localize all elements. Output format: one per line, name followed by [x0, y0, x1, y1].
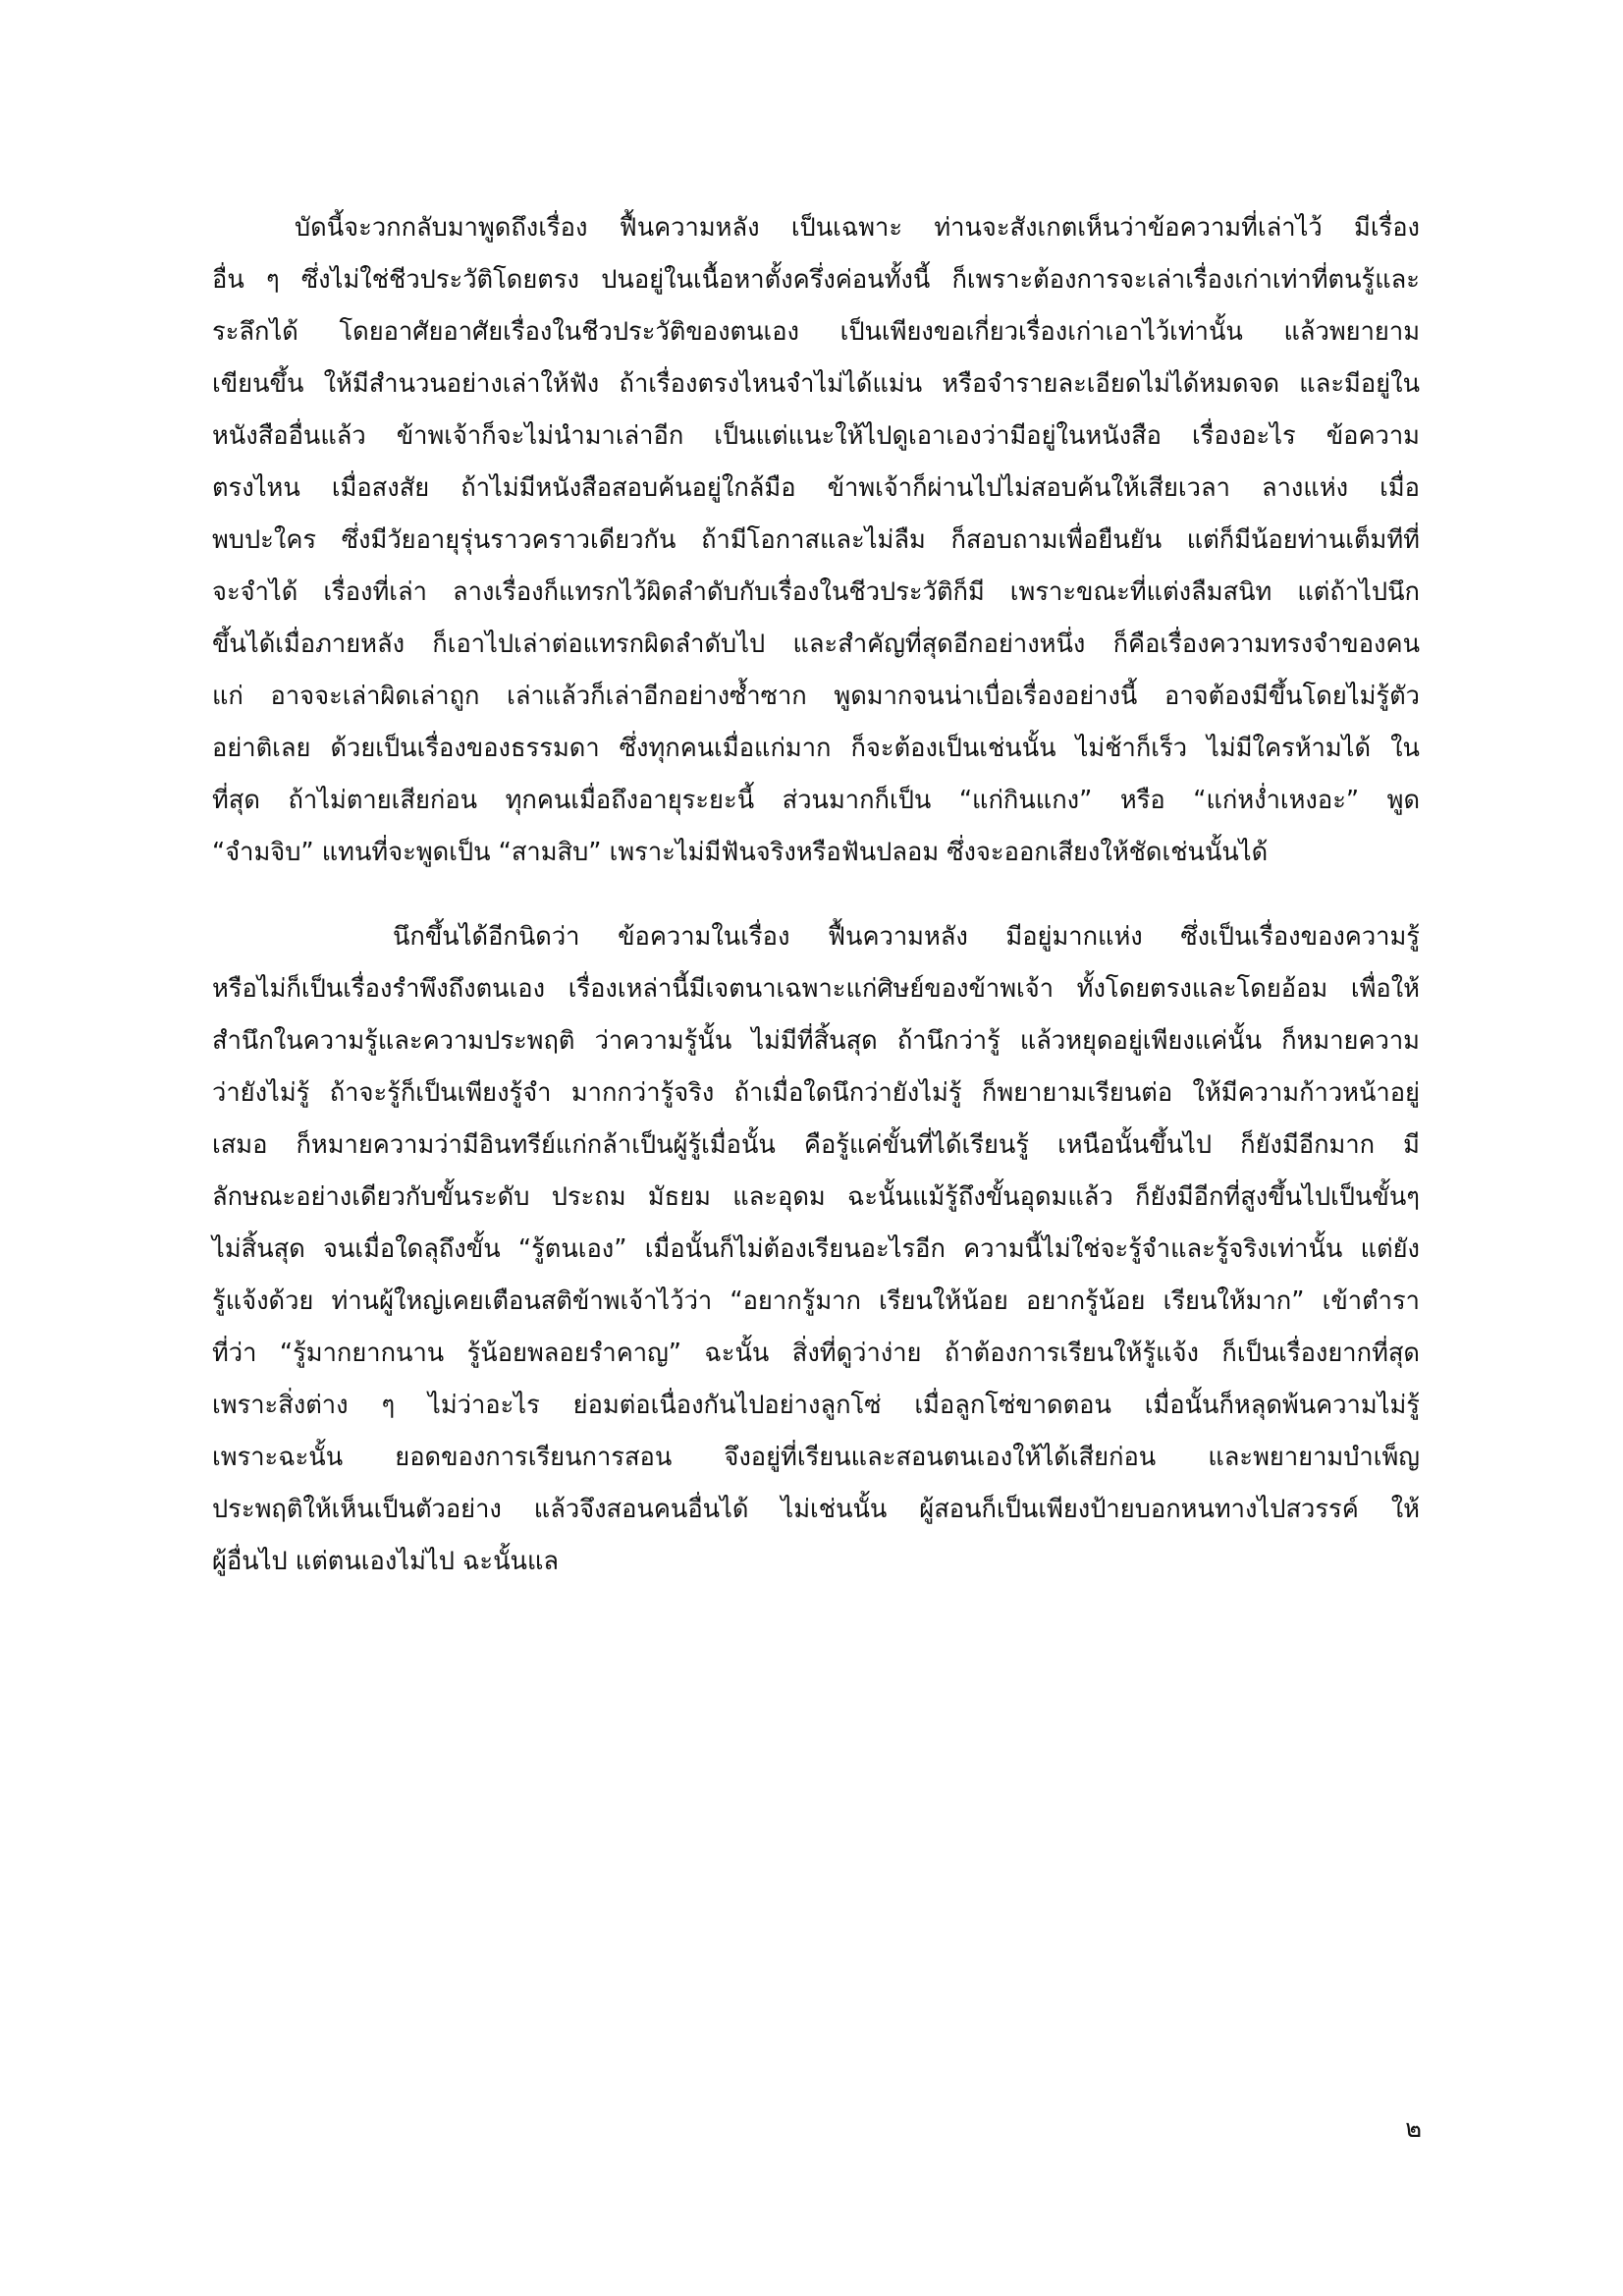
paragraph-2-line: ผู้อื่นไป แต่ตนเองไม่ไป ฉะนั้นแล [212, 1547, 560, 1576]
paragraph-2-line: ประพฤติให้เห็นเป็นตัวอย่าง แล้วจึงสอนคนอื่นได้ ไม่เช่นนั้น ผู้สอนก็เป็นเพียงป้ายบอกหนทางไปสวรรค์ ให้ [212, 1495, 1420, 1524]
paragraph-1-line: ระลึกได้ โดยอาศัยอาศัยเรื่องในชีวประวัติของตนเอง เป็นเพียงขอเกี่ยวเรื่องเก่าเอาไว้เท่านั้น แล้วพยายาม [212, 317, 1420, 347]
paragraph-2-line: นึกขึ้นได้อีกนิดว่า ข้อความในเรื่อง ฟื้นความหลัง มีอยู่มากแห่ง ซึ่งเป็นเรื่องของความรู้ [393, 922, 1420, 952]
paragraph-2-line: เพราะฉะนั้น ยอดของการเรียนการสอน จึงอยู่ที่เรียนและสอนตนเองให้ได้เสียก่อน และพยายามบำเพ็ญ [212, 1443, 1420, 1472]
page-number: ๒ [1405, 2114, 1422, 2144]
paragraph-2-line: ว่ายังไม่รู้ ถ้าจะรู้ก็เป็นเพียงรู้จำ มากกว่ารู้จริง ถ้าเมื่อใดนึกว่ายังไม่รู้ ก็พยายามเรียนต่อ ให้มีความก้าวหน้าอยู่ [212, 1078, 1420, 1108]
paragraph-1-line: “จำมจิบ” แทนที่จะพูดเป็น “สามสิบ” เพราะไม่มีฟันจริงหรือฟันปลอม ซึ่งจะออกเสียงให้ชัดเช่นนั้นได้ [212, 838, 1269, 867]
paragraph-1-line: ตรงไหน เมื่อสงสัย ถ้าไม่มีหนังสือสอบค้นอยู่ใกล้มือ ข้าพเจ้าก็ผ่านไปไม่สอบค้นให้เสียเวลา ลางแห่ง เมื่อ [212, 473, 1420, 503]
paragraph-2-line: ไม่สิ้นสุด จนเมื่อใดลุถึงขั้น “รู้ตนเอง” เมื่อนั้นก็ไม่ต้องเรียนอะไรอีก ความนี้ไม่ใช่จะรู้จำและรู้จริงเท่านั้น แต่ยัง [212, 1234, 1420, 1264]
paragraph-1-line: ที่สุด ถ้าไม่ตายเสียก่อน ทุกคนเมื่อถึงอายุระยะนี้ ส่วนมากก็เป็น “แก่กินแกง” หรือ “แก่หง่ำเหงอะ” พูด [212, 786, 1420, 815]
paragraph-1-line: จะจำได้ เรื่องที่เล่า ลางเรื่องก็แทรกไว้ผิดลำดับกับเรื่องในชีวประวัติก็มี เพราะขณะที่แต่งลืมสนิท แต่ถ้าไปนึก [212, 577, 1420, 607]
paragraph-1-line: เขียนขึ้น ให้มีสำนวนอย่างเล่าให้ฟัง ถ้าเรื่องตรงไหนจำไม่ได้แม่น หรือจำรายละเอียดไม่ได้หมดจด และมีอยู่ใน [212, 369, 1420, 399]
paragraph-1-line: ขึ้นได้เมื่อภายหลัง ก็เอาไปเล่าต่อแทรกผิดลำดับไป และสำคัญที่สุดอีกอย่างหนึ่ง ก็คือเรื่องความทรงจำของคน [212, 629, 1420, 659]
paragraph-1-line: บัดนี้จะวกกลับมาพูดถึงเรื่อง ฟื้นความหลัง เป็นเฉพาะ ท่านจะสังเกตเห็นว่าข้อความที่เล่าไว้ มีเรื่อง [295, 213, 1420, 243]
paragraph-1-line: แก่ อาจจะเล่าผิดเล่าถูก เล่าแล้วก็เล่าอีกอย่างซ้ำซาก พูดมากจนน่าเบื่อเรื่องอย่างนี้ อาจต้องมีขึ้นโดยไม่รู้ตัว [212, 682, 1420, 711]
paragraph-2-line: ลักษณะอย่างเดียวกับขั้นระดับ ประถม มัธยม และอุดม ฉะนั้นแม้รู้ถึงขั้นอุดมแล้ว ก็ยังมีอีกที่สูงขึ้นไปเป็นขั้นๆ [212, 1182, 1420, 1212]
paragraph-2-line: เพราะสิ่งต่าง ๆ ไม่ว่าอะไร ย่อมต่อเนื่องกันไปอย่างลูกโซ่ เมื่อลูกโซ่ขาดตอน เมื่อนั้นก็หลุดพ้นความไม่รู้ [212, 1391, 1420, 1420]
paragraph-2-line: สำนึกในความรู้และความประพฤติ ว่าความรู้นั้น ไม่มีที่สิ้นสุด ถ้านึกว่ารู้ แล้วหยุดอยู่เพียงแค่นั้น ก็หมายความ [212, 1026, 1420, 1056]
paragraph-1-line: หนังสืออื่นแล้ว ข้าพเจ้าก็จะไม่นำมาเล่าอีก เป็นแต่แนะให้ไปดูเอาเองว่ามีอยู่ในหนังสือ เรื่องอะไร ข้อความ [212, 421, 1420, 451]
paragraph-1-line: อื่น ๆ ซึ่งไม่ใช่ชีวประวัติโดยตรง ปนอยู่ในเนื้อหาตั้งครึ่งค่อนทั้งนี้ ก็เพราะต้องการจะเล่าเรื่องเก่าเท่าที่ตนรู้และ [212, 265, 1420, 295]
paragraph-2-line: หรือไม่ก็เป็นเรื่องรำพึงถึงตนเอง เรื่องเหล่านี้มีเจตนาเฉพาะแก่ศิษย์ของข้าพเจ้า ทั้งโดยตรงและโดยอ้อม เพื่อให้ [212, 974, 1420, 1004]
paragraph-2-line: รู้แจ้งด้วย ท่านผู้ใหญ่เคยเตือนสติข้าพเจ้าไว้ว่า “อยากรู้มาก เรียนให้น้อย อยากรู้น้อย เรียนให้มาก” เข้าตำรา [212, 1286, 1420, 1316]
paragraph-1-line: อย่าติเลย ด้วยเป็นเรื่องของธรรมดา ซึ่งทุกคนเมื่อแก่มาก ก็จะต้องเป็นเช่นนั้น ไม่ช้าก็เร็ว ไม่มีใครห้ามได้ ใน [212, 734, 1420, 763]
paragraph-2-line: ที่ว่า “รู้มากยากนาน รู้น้อยพลอยรำคาญ” ฉะนั้น สิ่งที่ดูว่าง่าย ถ้าต้องการเรียนให้รู้แจ้ง ก็เป็นเรื่องยากที่สุด [212, 1339, 1420, 1368]
paragraph-2-line: เสมอ ก็หมายความว่ามีอินทรีย์แก่กล้าเป็นผู้รู้เมื่อนั้น คือรู้แค่ขั้นที่ได้เรียนรู้ เหนือนั้นขึ้นไป ก็ยังมีอีกมาก มี [212, 1130, 1420, 1160]
paragraph-1-line: พบปะใคร ซึ่งมีวัยอายุรุ่นราวคราวเดียวกัน ถ้ามีโอกาสและไม่ลืม ก็สอบถามเพื่อยืนยัน แต่ก็มีน้อยท่านเต็มทีที่ [212, 525, 1420, 555]
